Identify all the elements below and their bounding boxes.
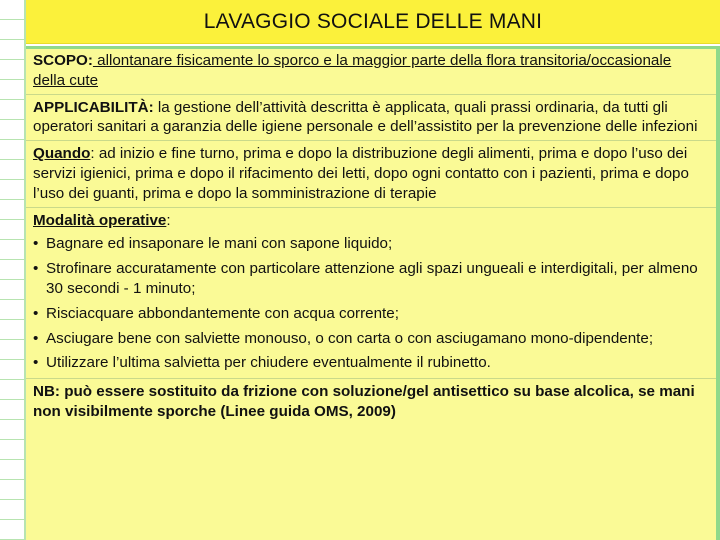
list-item-text: Utilizzare l’ultima salvietta per chiudere eventualmente il rubinetto. [46, 354, 491, 372]
list-item-text: Risciacquare abbondantemente con acqua corrente; [46, 304, 399, 322]
scopo-label: SCOPO: [33, 52, 93, 69]
modalita-label: Modalità operative [33, 211, 167, 229]
list-item [33, 259, 705, 299]
scopo-paragraph [33, 51, 705, 91]
quando-text: : ad inizio e fine turno, prima e dopo la distribuzione degli alimenti, prima e dopo l’uso dei servizi igienici, prima e dopo il rifacimento dei letti, dopo ogni contatto con i pazienti, prima e dopo l’uso dei guanti, prima e dopo la somministrazione di terapie [33, 145, 689, 202]
nb-note: NB: può essere sostituito da frizione con soluzione/gel antisettico su base alcolica, se mani non visibilmente sporche (Linee guida OMS, 2009) [33, 383, 695, 420]
list-item-text: Bagnare ed insaponare le mani con sapone liquido; [46, 235, 393, 253]
divider [26, 94, 716, 95]
modalita-colon: : [166, 211, 171, 229]
list-item [33, 234, 705, 254]
list-item [33, 304, 705, 324]
bullet-icon: • [33, 260, 39, 278]
scopo-text: allontanare fisicamente lo sporco e la maggior parte della flora transitoria/occasionale della cute [33, 52, 672, 89]
content-body [33, 51, 705, 422]
bullet-icon: • [33, 304, 39, 322]
applicabilita-text: la gestione dell’attività descritta è applicata, quali prassi ordinaria, da tutti gli operatori sanitari a garanzia delle igiene personale e dell’assistito per la prevenzione delle infezioni [33, 98, 698, 136]
title-bar [26, 0, 720, 44]
modalita-list [33, 234, 705, 373]
bullet-icon: • [33, 235, 39, 253]
left-grid-strip [0, 0, 26, 540]
list-item [33, 353, 705, 373]
quando-label: Quando [33, 145, 91, 163]
divider [26, 207, 716, 208]
divider [26, 140, 716, 141]
modalita-heading [33, 211, 705, 231]
list-item-text: Asciugare bene con salviette monouso, o con carta o con asciugamano mono-dipendente; [46, 329, 654, 347]
quando-paragraph [33, 144, 705, 203]
bullet-icon: • [33, 329, 39, 347]
bullet-icon: • [33, 354, 39, 372]
slide-title: LAVAGGIO SOCIALE DELLE MANI [203, 9, 543, 33]
list-item-text: Strofinare accuratamente con particolare attenzione agli spazi ungueali e interdigitali, per almeno 30 secondi - 1 minuto; [46, 260, 698, 297]
applicabilita-label: APPLICABILITÀ: [33, 98, 154, 116]
applicabilita-paragraph [33, 98, 705, 138]
list-item [33, 329, 705, 349]
divider [26, 378, 716, 379]
